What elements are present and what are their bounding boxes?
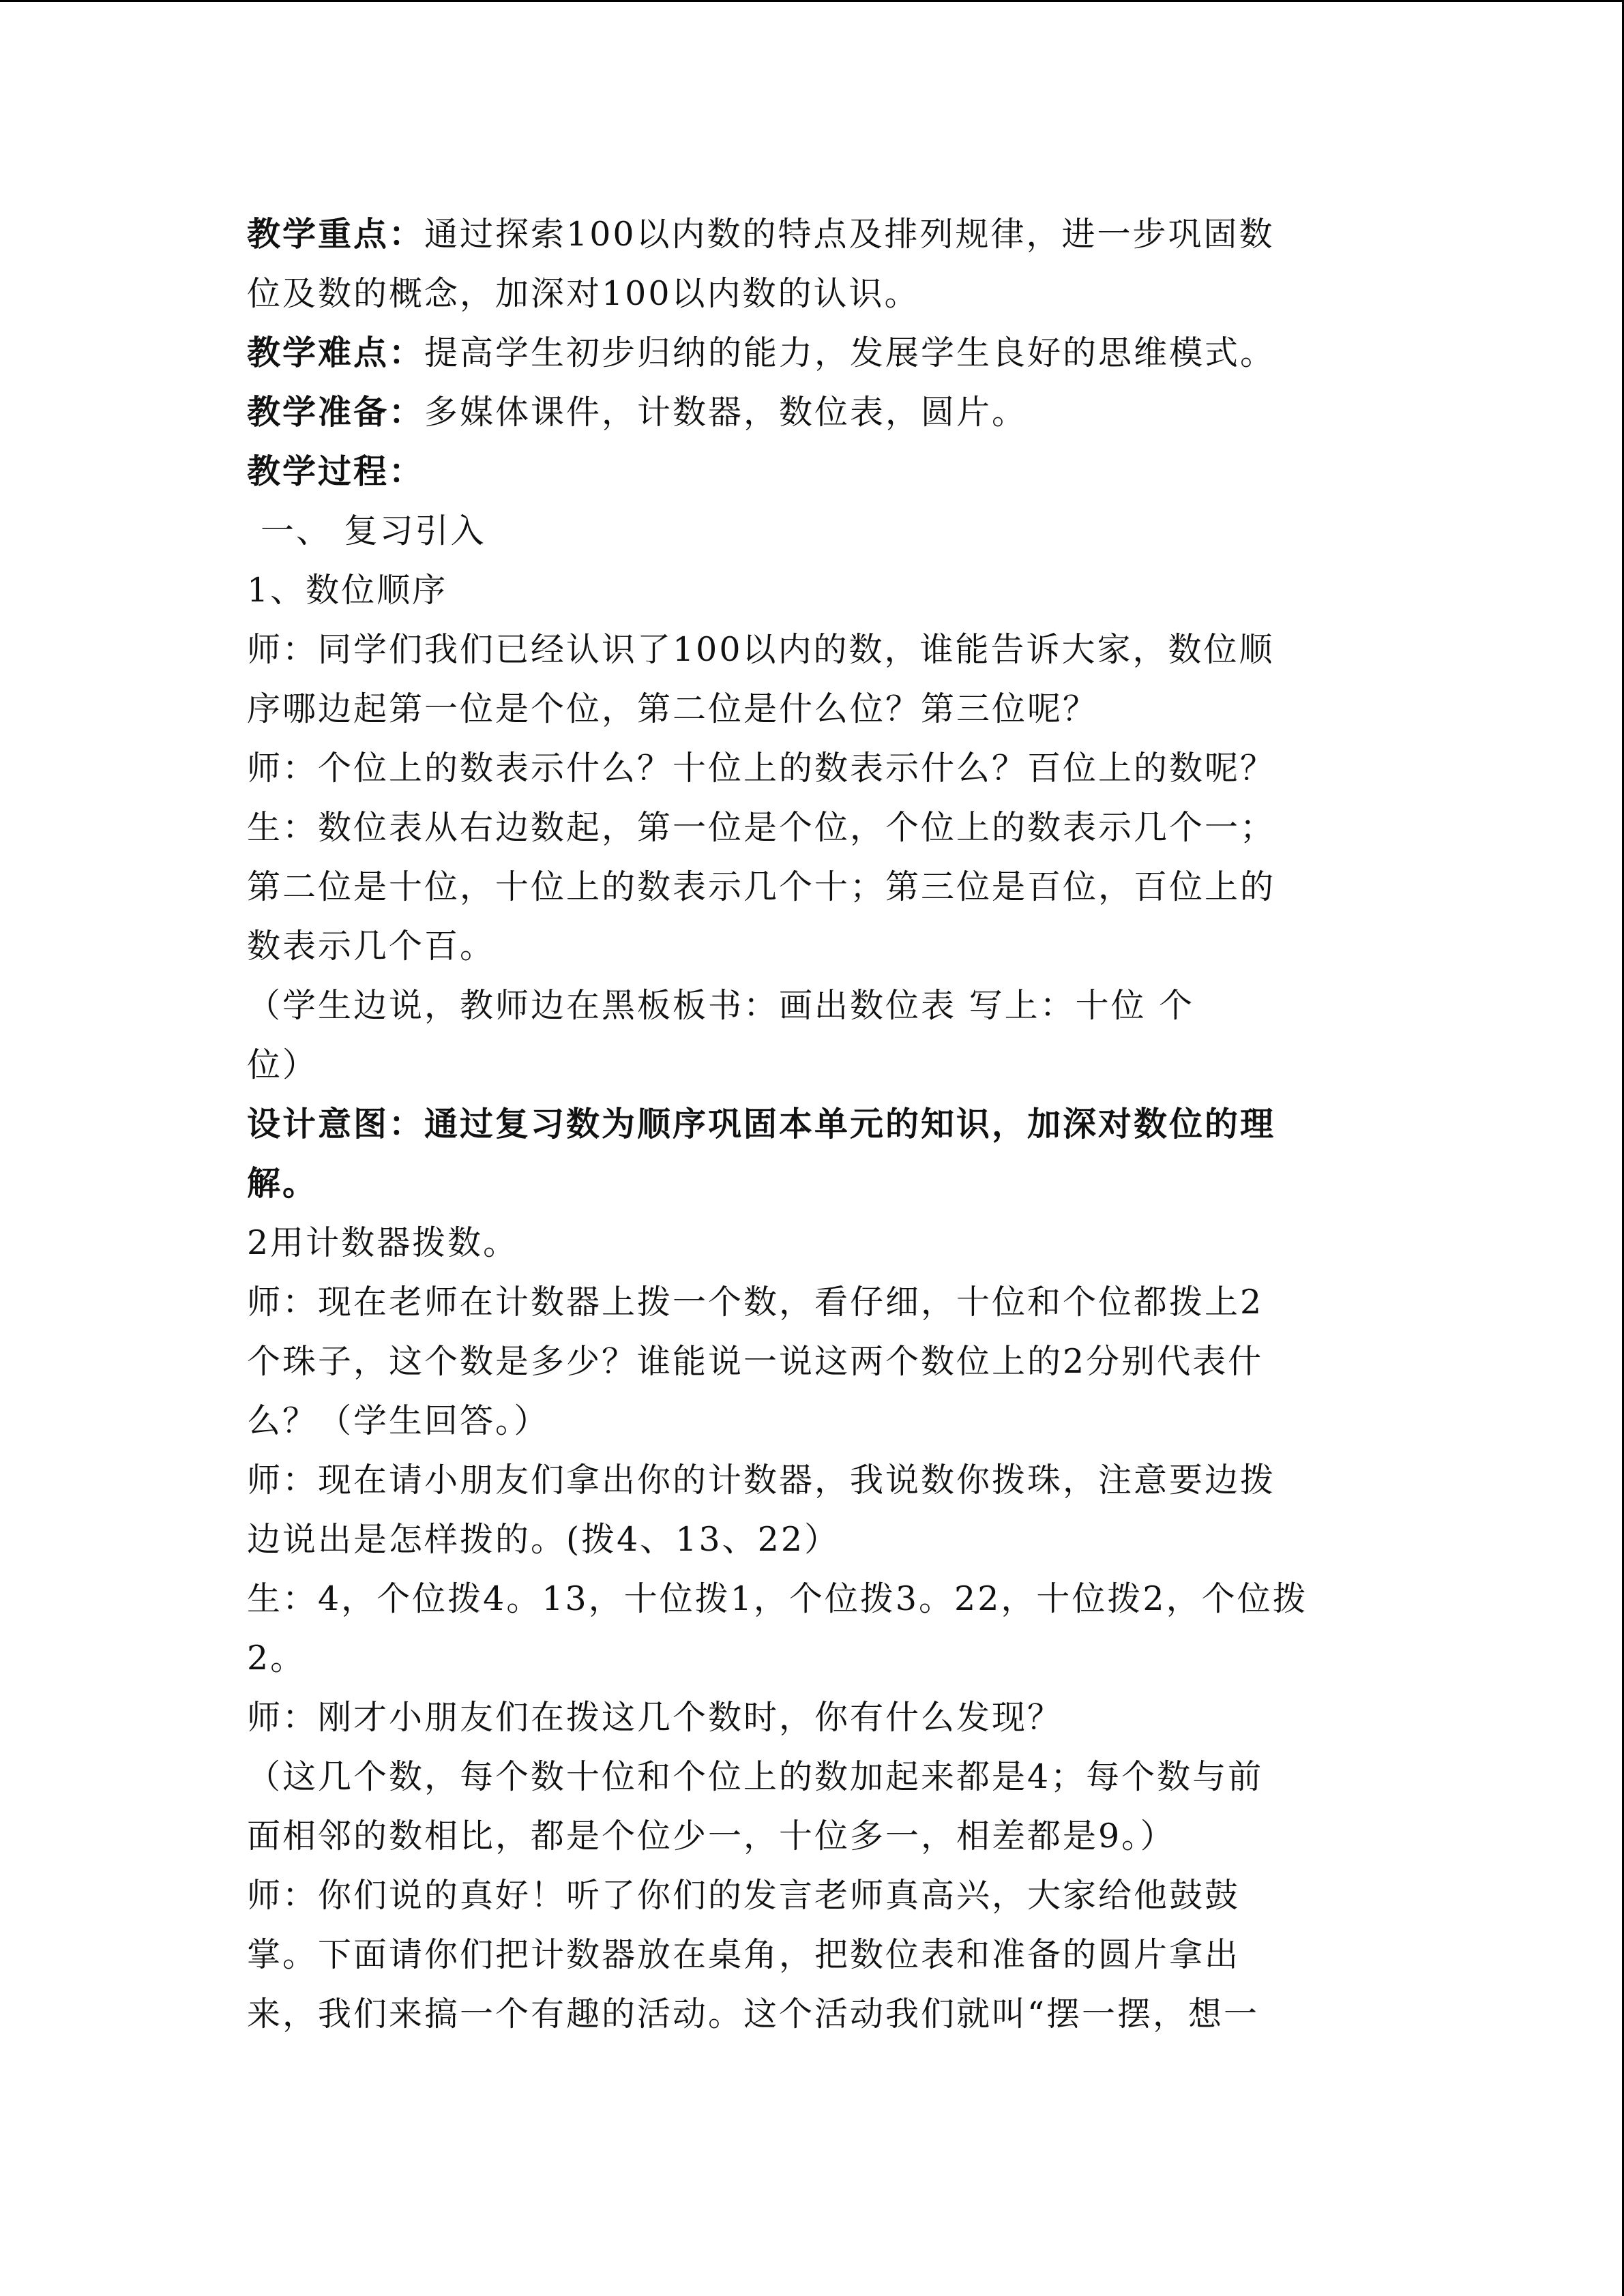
line-text: 1、数位顺序 [247,571,448,610]
line-16 [247,1094,1379,1154]
line-1 [247,205,1379,264]
line-text: 面相邻的数相比，都是个位少一，十位多一，相差都是9。） [247,1817,1176,1855]
line-text: 边说出是怎样拨的。(拨4、13、22） [247,1520,840,1559]
line-27 [247,1747,1379,1806]
line-4 [247,383,1379,442]
line-3 [247,323,1379,383]
line-11 [247,798,1379,857]
line-text: 来，我们来搞一个有趣的活动。这个活动我们就叫“摆一摆，想一 [247,1995,1260,2033]
line-8 [247,620,1379,679]
line-text: 通过探索100以内数的特点及排列规律，进一步巩固数 [424,215,1275,254]
page-top-border [0,0,1624,2]
design-intent: 设计意图：通过复习数为顺序巩固本单元的知识，加深对数位的理 [247,1105,1276,1144]
heading-label: 教学准备： [247,393,425,432]
line-text: 生：数位表从右边数起，第一位是个位，个位上的数表示几个一； [247,808,1276,847]
line-24 [247,1569,1379,1628]
line-text: 位及数的概念，加深对100以内数的认识。 [247,274,920,313]
line-text: 生：4，个位拨4。13，十位拨1，个位拨3。22，十位拨2，个位拨 [247,1579,1308,1618]
line-28 [247,1806,1379,1866]
section-heading: 一、 复习引入 [261,511,486,550]
line-23 [247,1510,1379,1569]
line-10 [247,739,1379,798]
line-13 [247,916,1379,976]
line-text: 掌。下面请你们把计数器放在桌角，把数位表和准备的圆片拿出 [247,1935,1241,1974]
line-5 [247,442,1379,501]
line-2 [247,264,1379,323]
line-15 [247,1035,1379,1094]
line-text: 第二位是十位，十位上的数表示几个十；第三位是百位，百位上的 [247,867,1276,906]
line-text: 师：同学们我们已经认识了100以内的数，谁能告诉大家，数位顺 [247,630,1275,669]
line-text: 个珠子，这个数是多少？谁能说一说这两个数位上的2分别代表什 [247,1342,1264,1381]
line-30 [247,1925,1379,1984]
design-intent-continued: 解。 [247,1164,319,1203]
line-22 [247,1450,1379,1510]
line-text: 师：你们说的真好！听了你们的发言老师真高兴，大家给他鼓鼓 [247,1876,1241,1915]
line-18 [247,1213,1379,1272]
line-12 [247,857,1379,916]
line-6 [247,501,1379,561]
heading-label: 教学重点： [247,215,425,254]
line-text: 数表示几个百。 [247,927,496,966]
line-text: 师：刚才小朋友们在拨这几个数时，你有什么发现？ [247,1698,1063,1737]
line-26 [247,1688,1379,1747]
line-25 [247,1628,1379,1688]
line-text: 多媒体课件，计数器，数位表，圆片。 [424,393,1028,432]
line-text: （学生边说，教师边在黑板板书：画出数位表 写上：十位 个 [247,986,1195,1025]
line-text: 师：现在老师在计数器上拨一个数，看仔细，十位和个位都拨上2 [247,1283,1264,1322]
line-text: 位） [247,1045,319,1084]
document-page [247,205,1379,2044]
line-text: 师：个位上的数表示什么？十位上的数表示什么？百位上的数呢？ [247,749,1276,788]
heading-label: 教学难点： [247,333,425,372]
heading-label: 教学过程： [247,452,425,491]
line-19 [247,1272,1379,1332]
line-14 [247,976,1379,1035]
line-17 [247,1154,1379,1213]
line-text: 么？（学生回答。） [247,1401,550,1440]
line-7 [247,561,1379,620]
line-text: 2用计数器拨数。 [247,1223,519,1262]
line-text: 2。 [247,1639,306,1678]
line-29 [247,1866,1379,1925]
line-text: 提高学生初步归纳的能力，发展学生良好的思维模式。 [424,333,1276,372]
line-31 [247,1984,1379,2044]
line-20 [247,1332,1379,1391]
line-text: 序哪边起第一位是个位，第二位是什么位？第三位呢？ [247,689,1099,728]
line-text: （这几个数，每个数十位和个位上的数加起来都是4；每个数与前 [247,1757,1264,1796]
line-21 [247,1391,1379,1450]
line-text: 师：现在请小朋友们拿出你的计数器，我说数你拨珠，注意要边拨 [247,1461,1276,1500]
line-9 [247,679,1379,739]
